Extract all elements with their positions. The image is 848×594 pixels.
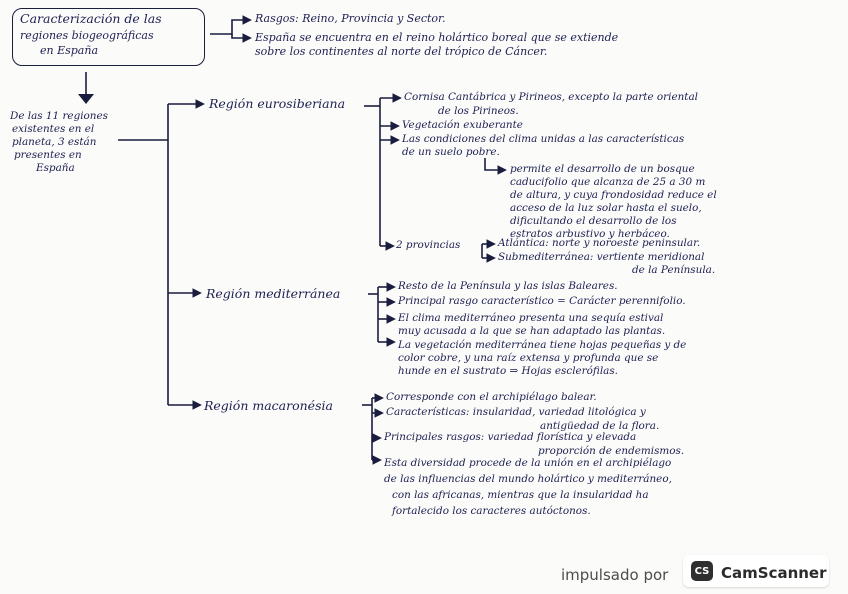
- mac-item4-line4: fortalecido los caracteres autóctonos.: [392, 505, 591, 517]
- mac-item2-line1: Características: insularidad, variedad litológica y: [386, 406, 646, 418]
- med-item2: Principal rasgo característico = Carácter perennifolio.: [398, 295, 686, 307]
- med-item3-line1: El clima mediterráneo presenta una sequía estival: [398, 312, 664, 324]
- mac-item2-line2: antigüedad de la flora.: [540, 420, 660, 432]
- intro-line-3: planeta, 3 están: [12, 136, 97, 148]
- euro-detail-line4: acceso de la luz solar hasta el suelo,: [510, 202, 702, 214]
- region-mediterranea-label: Región mediterránea: [206, 286, 341, 301]
- camscanner-brand: CamScanner: [721, 564, 827, 582]
- mac-item3-line1: Principales rasgos: variedad florística y elevada: [384, 431, 637, 443]
- med-item4-line1: La vegetación mediterránea tiene hojas pequeñas y de: [398, 339, 687, 351]
- mac-item4-line1: Esta diversidad procede de la unión en el archipiélago: [384, 457, 672, 469]
- camscanner-logo-icon: CS: [691, 561, 713, 581]
- intro-line-4: presentes en: [14, 149, 82, 161]
- mac-item1: Corresponde con el archipiélago balear.: [386, 391, 597, 403]
- title-line-1: Caracterización de las: [20, 11, 162, 26]
- euro-detail-line5: dificultando el desarrollo de los: [510, 215, 677, 227]
- mac-item4-line2: de las influencias del mundo holártico y mediterráneo,: [384, 473, 672, 485]
- title-line-3: en España: [40, 44, 99, 57]
- med-item3-line2: muy acusada a la que se han adaptado las plantas.: [398, 325, 666, 337]
- euro-item1-line2: de los Pirineos.: [438, 105, 519, 117]
- euro-detail-line6: estratos arbustivo y herbáceo.: [510, 228, 670, 240]
- euro-provinces-label: 2 provincias: [396, 239, 461, 251]
- euro-item1-line1: Cornisa Cantábrica y Pirineos, excepto la parte oriental: [404, 91, 699, 103]
- med-item4-line3: hunde en el sustrato ⇒ Hojas esclerófilas.: [398, 365, 618, 377]
- region-macaronesia-label: Región macaronésia: [204, 398, 333, 413]
- powered-by-text: impulsado por: [561, 566, 669, 584]
- euro-province-1: Atlántica: norte y noroeste peninsular.: [498, 237, 701, 249]
- euro-province-2-line1: Submediterránea: vertiente meridional: [498, 251, 705, 263]
- intro-line-5: España: [36, 162, 75, 174]
- euro-item3-line1: Las condiciones del clima unidas a las características: [402, 133, 685, 145]
- euro-detail-line3: de altura, y cuya frondosidad reduce el: [510, 189, 717, 201]
- title-line-2: regiones biogeográficas: [20, 29, 154, 42]
- euro-detail-line1: permite el desarrollo de un bosque: [510, 163, 695, 175]
- summary-line-3: sobre los continentes al norte del trópico de Cáncer.: [255, 45, 548, 58]
- euro-item2: Vegetación exuberante: [402, 119, 523, 131]
- intro-line-2: existentes en el: [12, 123, 95, 135]
- down-arrow-icon: [78, 94, 94, 104]
- region-eurosiberiana-label: Región eurosiberiana: [209, 96, 346, 111]
- med-item1: Resto de la Península y las islas Baleares.: [398, 280, 618, 292]
- mac-item4-line3: con las africanas, mientras que la insularidad ha: [392, 489, 649, 501]
- euro-province-2-line2: de la Península.: [632, 264, 716, 276]
- euro-item3-line2: de un suelo pobre.: [402, 146, 500, 158]
- mac-item3-line2: proporción de endemismos.: [538, 445, 685, 457]
- summary-line-1: Rasgos: Reino, Provincia y Sector.: [255, 12, 446, 25]
- intro-line-1: De las 11 regiones: [10, 110, 108, 122]
- summary-line-2: España se encuentra en el reino holártico boreal que se extiende: [255, 31, 619, 44]
- med-item4-line2: color cobre, y una raíz extensa y profunda que se: [398, 352, 659, 364]
- euro-detail-line2: caducifolio que alcanza de 25 a 30 m: [510, 176, 706, 188]
